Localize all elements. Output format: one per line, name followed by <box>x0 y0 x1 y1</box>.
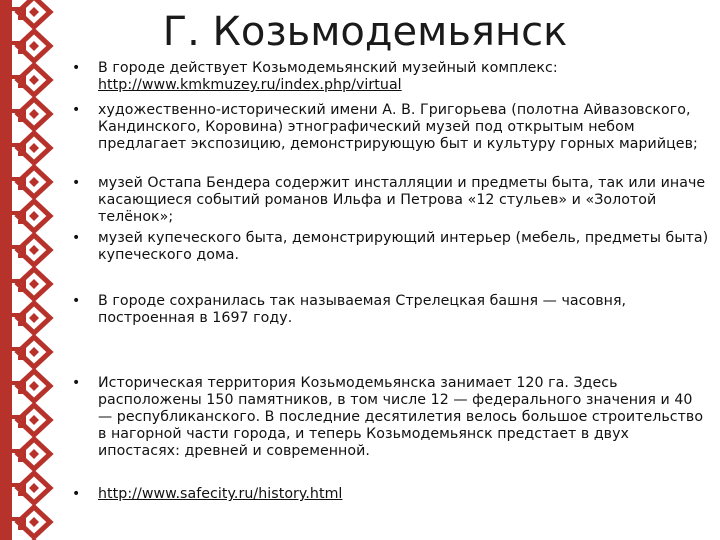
ornament-center <box>29 449 39 459</box>
list-item <box>60 60 716 94</box>
ornament-center <box>29 211 39 221</box>
bullet-list <box>60 0 716 540</box>
folk-ornament-border-icon <box>0 0 58 540</box>
bullet-dot-icon: • <box>72 102 81 118</box>
ornament-center <box>29 245 39 255</box>
list-item-text: Историческая территория Козьмодемьянска занимает 120 га. Здесь расположены 150 памятников, в том числе 12 — федерального значения и 40 — республиканского. В последние десятилетия велось большое строительство в нагорной части города, и теперь Козьмодемьянск предстает в двух ипостасях: древней и современной. <box>98 375 704 459</box>
list-item <box>60 293 716 327</box>
list-item <box>60 486 716 503</box>
bullet-dot-icon: • <box>72 375 81 391</box>
ornament-center <box>29 517 39 527</box>
ornament-center <box>29 41 39 51</box>
ornament-center <box>29 313 39 323</box>
bullet-dot-icon: • <box>72 293 81 309</box>
list-item-text: музей Остапа Бендера содержит инсталляции и предметы быта, так или иначе касающиеся событий романов Ильфа и Петрова «12 стульев» и «Золотой телёнок»; <box>98 175 706 225</box>
museum-link[interactable]: http://www.kmkmuzey.ru/index.php/virtual <box>98 77 402 93</box>
ornament-center <box>29 279 39 289</box>
ornament-center <box>29 483 39 493</box>
page-title: Г. Козьмодемьянск <box>162 9 568 55</box>
ornament-center <box>29 75 39 85</box>
list-item <box>60 102 716 153</box>
list-item-text: В городе сохранилась так называемая Стрелецкая башня — часовня, построенная в 1697 году. <box>98 293 627 326</box>
bullet-dot-icon: • <box>72 486 81 502</box>
bullet-dot-icon: • <box>72 230 81 246</box>
ornament-center <box>29 381 39 391</box>
ornament-center <box>29 143 39 153</box>
bullet-dot-icon: • <box>72 60 81 76</box>
history-link[interactable]: http://www.safecity.ru/history.html <box>98 486 343 502</box>
bullet-dot-icon: • <box>72 175 81 191</box>
ornament-center <box>29 7 39 17</box>
ornament-center <box>29 109 39 119</box>
ornament-center <box>29 347 39 357</box>
list-item <box>60 175 716 226</box>
ornament-center <box>29 177 39 187</box>
list-item-text: художественно-исторический имени А. В. Григорьева (полотна Айвазовского, Кандинского, Коровина) этнографический музей под открытым небом предлагает экспозицию, демонстрирующую быт и культуру горных марийцев; <box>98 102 698 152</box>
list-item-text: музей купеческого быта, демонстрирующий интерьер (мебель, предметы быта) купеческого дома. <box>98 230 709 263</box>
list-item <box>60 375 716 460</box>
list-item-text <box>98 486 710 503</box>
list-item <box>60 230 716 264</box>
ornament-center <box>29 415 39 425</box>
list-item-text: В городе действует Козьмодемьянский музейный комплекс: http://www.kmkmuzey.ru/index.php/virtual <box>98 60 558 93</box>
